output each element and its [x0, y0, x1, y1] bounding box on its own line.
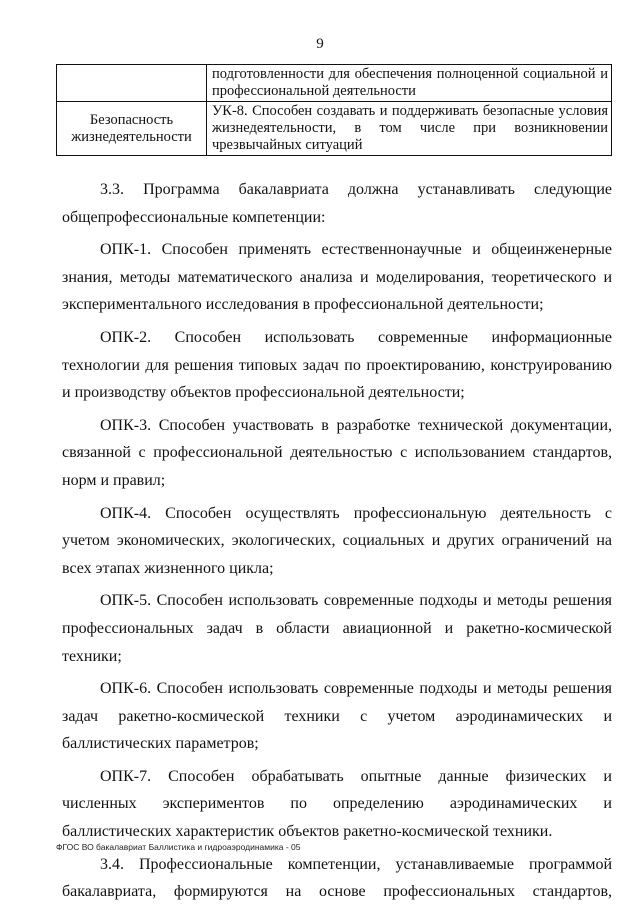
section-3-4-paragraph: 3.4. Профессиональные компетенции, устанавливаемые программой бакалавриата, формируются на основе профессиональных стандартов, — [62, 855, 612, 901]
document-body — [62, 176, 612, 911]
opk-1-paragraph: ОПК-1. Способен применять естественнонаучные и общеинженерные знания, методы математического анализа и моделирования, теоретического и экспериментального исследования в профессиональной деятельности; — [62, 241, 612, 314]
page-number: 9 — [316, 36, 324, 52]
table-cell-category: Безопасность жизнедеятельности — [57, 102, 207, 156]
table-row — [57, 65, 612, 102]
competency-table — [56, 64, 612, 156]
opk-3-paragraph: ОПК-3. Способен участвовать в разработке технической документации, связанной с профессиональной деятельностью с использованием стандартов, норм и правил; — [62, 416, 612, 489]
table-row — [57, 102, 612, 156]
table-cell-competency: подготовленности для обеспечения полноценной социальной и профессиональной деятельности — [207, 65, 612, 102]
page-footer: ФГОС ВО бакалавриат Баллистика и гидроаэродинамика - 05 — [56, 842, 301, 852]
table-cell-category — [57, 65, 207, 102]
opk-6-paragraph: ОПК-6. Способен использовать современные подходы и методы решения задач ракетно-космической техники с учетом аэродинамических и баллистических параметров; — [62, 680, 612, 753]
section-3-3-paragraph: 3.3. Программа бакалавриата должна устанавливать следующие общепрофессиональные компетенции: — [62, 181, 612, 226]
opk-2-paragraph: ОПК-2. Способен использовать современные информационные технологии для решения типовых задач по проектированию, конструированию и производству объектов профессиональной деятельности; — [62, 328, 612, 402]
opk-5-paragraph: ОПК-5. Способен использовать современные подходы и методы решения профессиональных задач в области авиационной и ракетно-космической техники; — [62, 592, 612, 665]
opk-4-paragraph: ОПК-4. Способен осуществлять профессиональную деятельность с учетом экономических, экологических, социальных и других ограничений на всех этапах жизненного цикла; — [62, 504, 612, 577]
table-cell-competency: УК-8. Способен создавать и поддерживать безопасные условия жизнедеятельности, в том числе при возникновении чрезвычайных ситуаций — [207, 102, 612, 156]
opk-7-paragraph: ОПК-7. Способен обрабатывать опытные данные физических и численных экспериментов по определению аэродинамических и баллистических характеристик объектов ракетно-космической техники. — [62, 767, 612, 841]
